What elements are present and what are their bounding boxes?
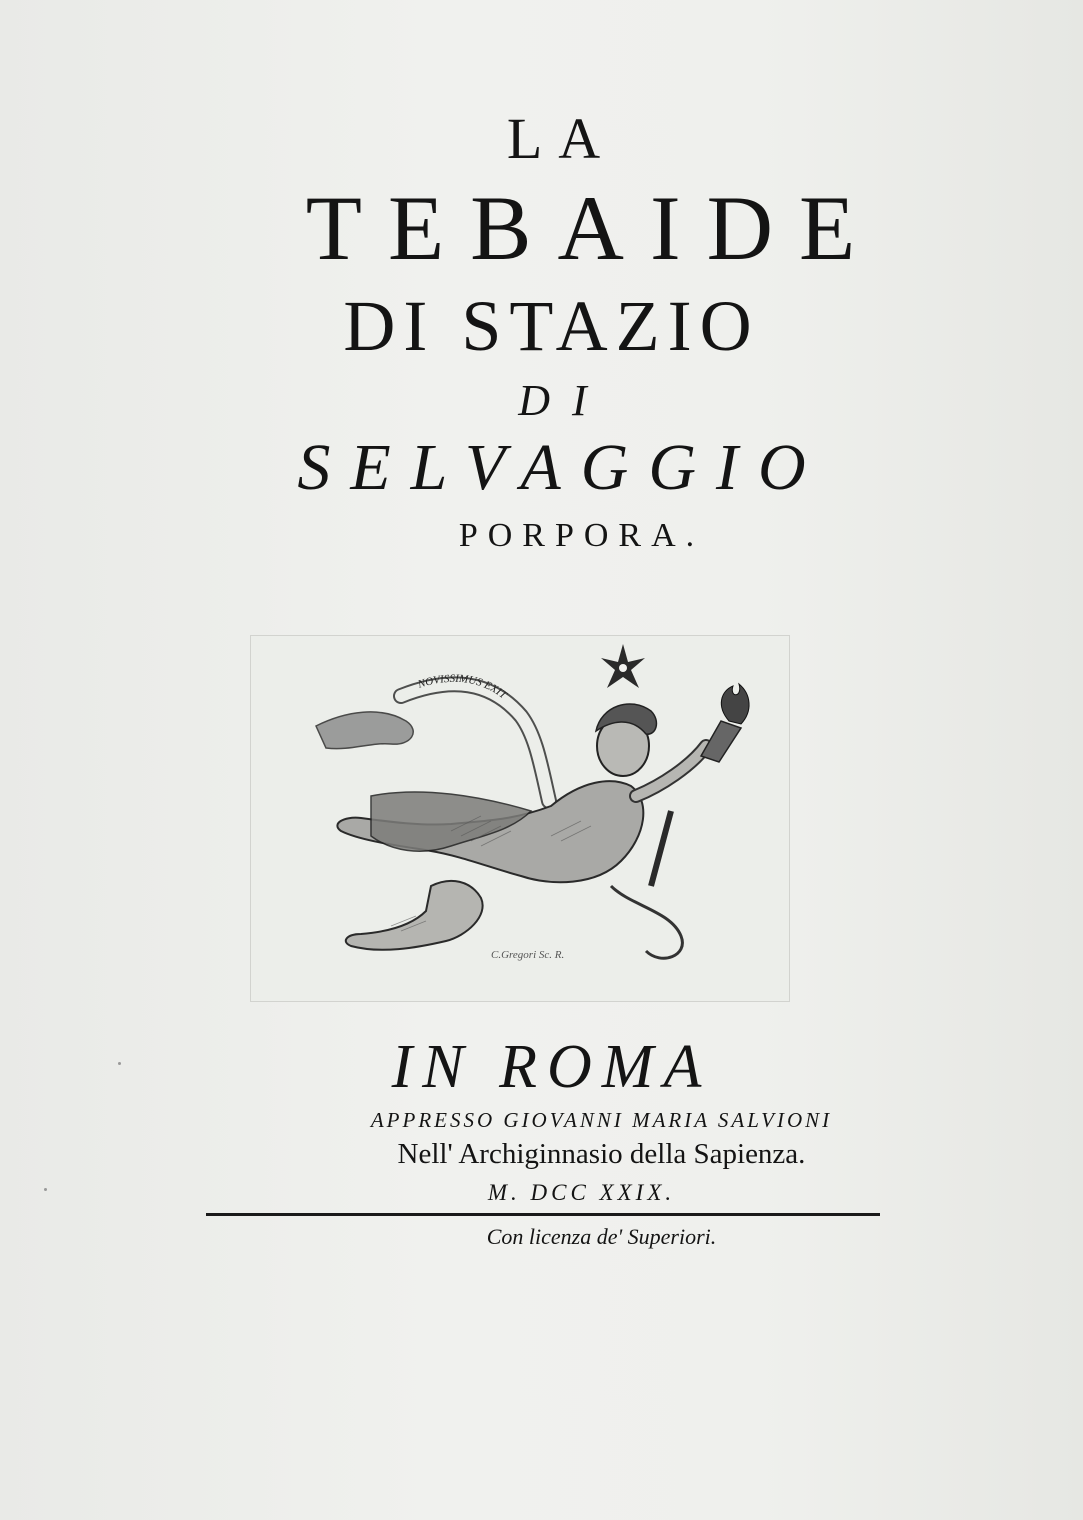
imprint-rule — [206, 1213, 880, 1216]
winged-figure-engraving — [251, 636, 789, 1001]
title-line-di: DI — [518, 376, 609, 425]
engraver-signature: C.Gregori Sc. R. — [491, 949, 565, 961]
imprint-license: Con licenza de' Superiori. — [486, 1224, 717, 1249]
title-line-la: LA — [506, 106, 617, 171]
title-line-di-stazio: DI STAZIO — [343, 286, 760, 366]
star-icon — [601, 644, 645, 688]
banner-ribbon — [401, 684, 549, 801]
imprint-year: M. DCC XXIX. — [487, 1180, 676, 1205]
imprint-location: Nell' Archiginnasio della Sapienza. — [397, 1138, 806, 1170]
author-name: SELVAGGIO — [297, 431, 826, 504]
engraving-plate — [250, 635, 790, 1002]
flame-icon — [721, 684, 749, 724]
banner-text: NOVISSIMUS EXIT — [416, 672, 509, 702]
paper-speck — [118, 1062, 121, 1065]
title-line-tebaide: TEBAIDE — [305, 177, 882, 279]
paper-speck — [44, 1188, 47, 1191]
imprint-printer: APPRESSO GIOVANNI MARIA SALVIONI — [370, 1108, 833, 1132]
author-surname: PORPORA. — [458, 517, 705, 554]
imprint-city: IN ROMA — [391, 1033, 712, 1101]
